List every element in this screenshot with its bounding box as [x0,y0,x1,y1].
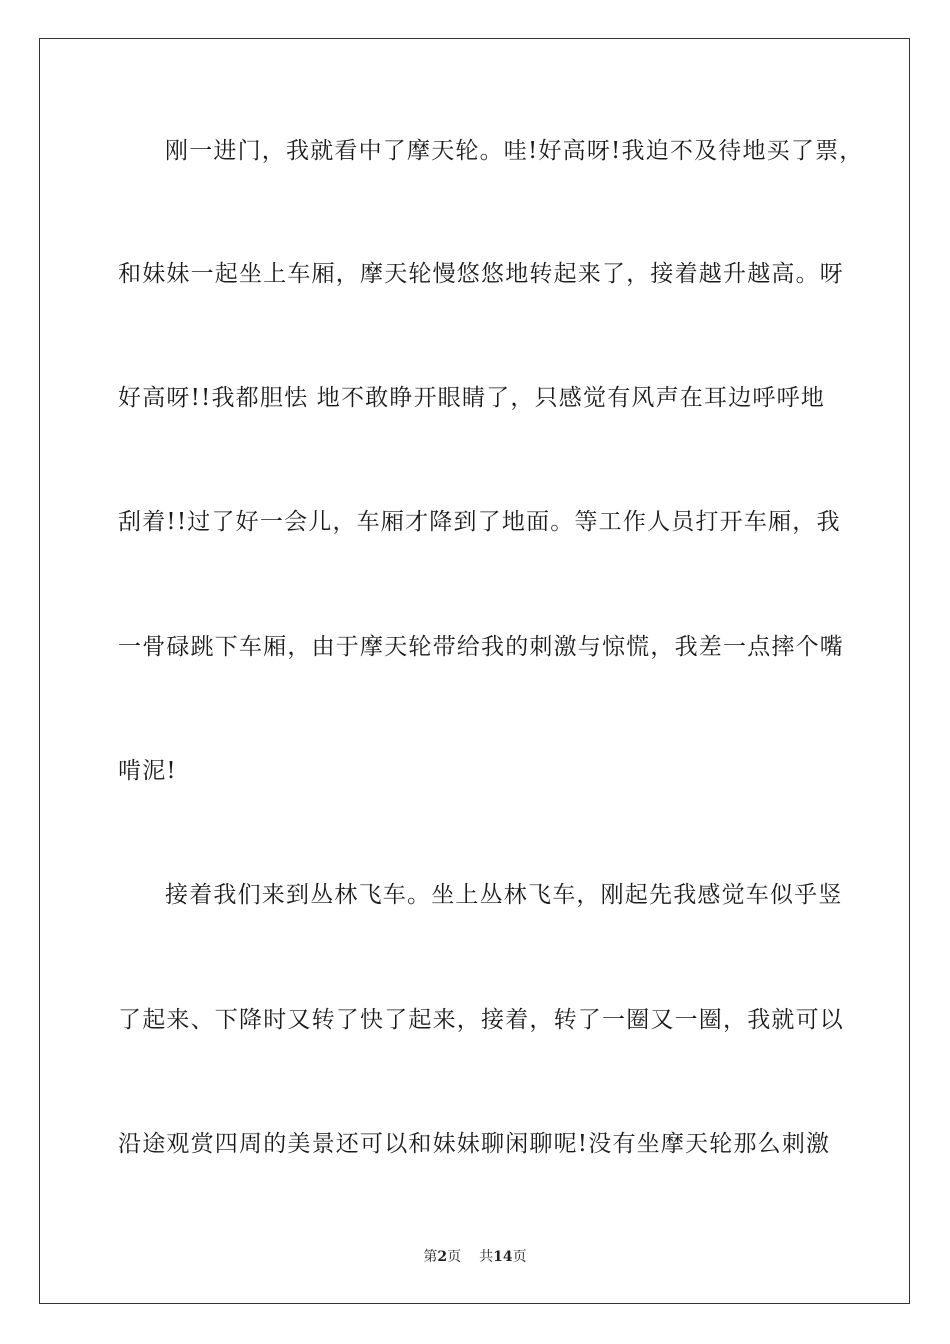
paragraph-1-line-5: 一骨碌跳下车厢，由于摩天轮带给我的刺激与惊慌，我差一点摔个嘴 [118,634,844,660]
paragraph-1-line-2: 和妹妹一起坐上车厢，摩天轮慢悠悠地转起来了，接着越升越高。呀 [118,261,844,287]
paragraph-2-line-1: 接着我们来到丛林飞车。坐上丛林飞车，刚起先我感觉车似乎竖 [165,882,843,908]
page-border [39,38,910,1304]
paragraph-1-line-6: 啃泥! [118,758,177,784]
current-page-number: 2 [437,1249,448,1265]
page-footer [0,1248,950,1266]
paragraph-1-line-1: 刚一进门，我就看中了摩天轮。哇!好高呀!我迫不及待地买了票， [165,138,864,164]
total-prefix: 共 [479,1249,494,1265]
paragraph-2-line-2: 了起来、下降时又转了快了起来，接着，转了一圈又一圈，我就可以 [118,1007,844,1033]
paragraph-1-line-3: 好高呀!!我都胆怯 地不敢睁开眼睛了，只感觉有风声在耳边呼呼地 [118,385,825,411]
total-page-number: 14 [493,1249,513,1265]
page-prefix: 第 [423,1249,438,1265]
paragraph-1-line-4: 刮着!!过了好一会儿，车厢才降到了地面。等工作人员打开车厢，我 [118,509,841,535]
paragraph-2-line-3: 沿途观赏四周的美景还可以和妹妹聊闲聊呢!没有坐摩天轮那么刺激 [118,1131,831,1157]
total-suffix: 页 [512,1249,527,1265]
page-suffix: 页 [447,1249,462,1265]
